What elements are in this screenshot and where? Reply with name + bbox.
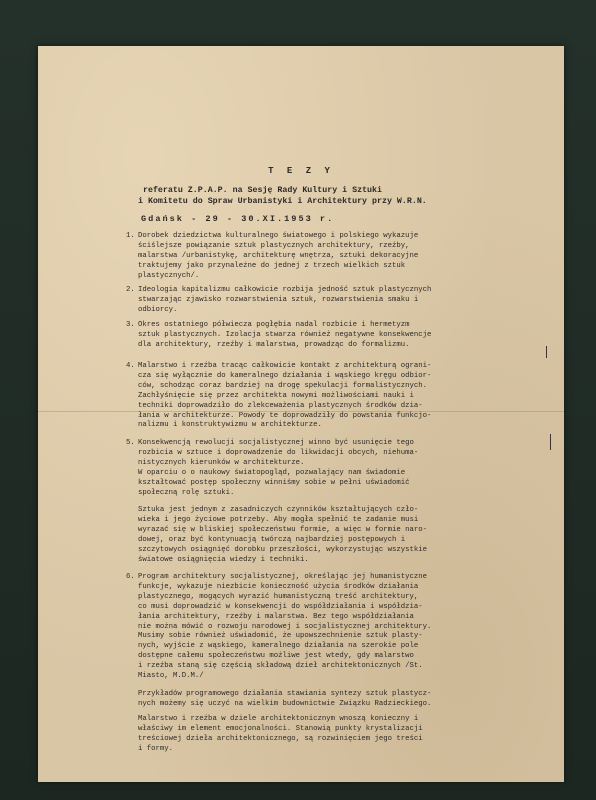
text-line: sztuk plastycznych. Izolacja stwarza również negatywne konsekwencje <box>138 330 432 339</box>
text-line: Zachłyśnięcie się przez architekta nowymi możliwościami nauki i <box>138 391 414 400</box>
text-line: nych, wyjście z wąskiego, kameralnego działania na szerokie pole <box>138 642 419 651</box>
text-line: treściowej dzieła architektonicznego, są rozwinięciem jego treści <box>138 734 423 743</box>
thesis-4 <box>126 362 432 431</box>
text-line: kształtować postęp społeczny winniśmy sobie w pełni uświadomić <box>138 478 410 487</box>
text-line: Sztuka jest jednym z zasadniczych czynników kształtujących czło- <box>138 506 419 514</box>
thesis-number: 3. <box>126 321 135 329</box>
document-title: T E Z Y <box>268 166 334 176</box>
text-line: co musi doprowadzić w konsekwencji do współdziałania i współdzia- <box>138 602 423 611</box>
text-line: łania architektury, rzeźby i malarstwa. Bez tego współdziałania <box>138 612 414 621</box>
thesis-2 <box>126 286 432 316</box>
text-line: plastycznych/. <box>138 271 200 280</box>
text-line: cza się wyłącznie do kameralnego działania i wąskiego kręgu odbior- <box>138 371 432 380</box>
text-line: nalizmu i konstruktywizmu w architekturze. <box>138 421 322 430</box>
text-line: Miasto, M.D.M./ <box>138 672 204 681</box>
margin-mark <box>546 346 547 358</box>
thesis-1 <box>126 232 419 282</box>
text-line: wieka i jego życiowe potrzeby. Aby mogła spełnić te zadanie musi <box>138 515 419 524</box>
margin-mark <box>550 434 551 450</box>
text-line: społeczną rolę sztuki. <box>138 488 235 497</box>
text-line: traktujemy jako przynależne do jednej z trzech wielkich sztuk <box>138 261 406 270</box>
text-line: wyrazać się w bliskiej społeczeństwu formie, a więc w formie naro- <box>138 525 428 534</box>
intro-line-2: i Komitetu do Spraw Urbanistyki i Architektury przy W.R.N. <box>138 197 427 206</box>
text-line: Ideologia kapitalizmu całkowicie rozbija jedność sztuk plastycznych <box>138 286 432 294</box>
thesis-6 <box>126 573 432 682</box>
text-line: nych możemy się uczyć na wielkim budownictwie Związku Radzieckiego. <box>138 699 432 708</box>
text-line: ściślejsze powiązanie sztuk plastycznych architektury, rzeźby, <box>138 241 410 250</box>
text-line: Malarstwo i rzeźba w dziele architektonicznym wnoszą konieczny i <box>138 715 419 723</box>
text-line: nie można mówić o rozwoju narodowej i socjalistycznej architektury. <box>138 622 432 631</box>
thesis-3 <box>126 321 432 351</box>
text-line: Dorobek dziedzictwa kulturalnego światowego i polskiego wykazuje <box>138 232 419 240</box>
text-line: Program architektury socjalistycznej, określając jej humanistyczne <box>138 573 428 581</box>
text-line: rozbicia w sztuce i doprowadzenie do likwidacji obcych, niehuma- <box>138 448 419 457</box>
text-line: funkcje, wykazuje niezbicie konieczność użycia środków działania <box>138 582 419 591</box>
text-line: i rzeźba staną się częścią składową dzieł architektonicznych /St. <box>138 662 423 671</box>
thesis-number: 4. <box>126 362 135 370</box>
text-line: szczytowych osiągnięć dorobku przeszłości, wykorzystując wszystkie <box>138 545 428 554</box>
text-line: stwarzając zjawisko rozwarstwienia sztuk, rozwarstwienia smaku i <box>138 295 419 304</box>
text-line: właściwy im element emocjonalności. Stanowią punkty krystalizacji <box>138 724 423 733</box>
text-line: W oparciu o o naukowy światopogląd, pozwalający nam świadomie <box>138 468 406 477</box>
paragraph-examples <box>138 690 431 710</box>
text-line: światowe osiągnięcia wiedzy i techniki. <box>138 555 309 564</box>
text-line: plastycznego, mogących wyrazić humanistyczną treść architektury, <box>138 592 419 601</box>
text-line: dla architektury, rzeźby i malarstwa, prowadząc do formalizmu. <box>138 340 410 349</box>
text-line: i formy. <box>138 744 174 753</box>
thesis-number: 1. <box>126 232 135 240</box>
intro-line-1: referatu Z.P.A.P. na Sesję Rady Kultury i Sztuki <box>143 186 382 195</box>
text-line: nistycznych kierunków w architekturze. <box>138 458 305 467</box>
text-line: dowej, oraz być kontynuacją twórczą najbardziej postępowych i <box>138 535 406 544</box>
paragraph-closing <box>138 715 423 755</box>
text-line: malarstwa /urbanistykę, architekturę wnętrza, sztuki dekoracyjne <box>138 251 419 260</box>
thesis-5 <box>126 439 419 498</box>
thesis-number: 2. <box>126 286 135 294</box>
text-line: techniki doprowadziło do zlekceważenia plastycznych środków dzia- <box>138 401 423 410</box>
thesis-number: 6. <box>126 573 135 581</box>
text-line: ców, schodząc coraz bardziej na drogę spekulacji formalistycznych. <box>138 381 428 390</box>
document-page <box>38 46 564 782</box>
text-line: łania w architekturze. Powody te doprowadziły do powstania funkcjo- <box>138 411 432 420</box>
text-line: Okres ostatniego półwiecza pogłębia nadal rozbicie i hermetyzm <box>138 321 410 329</box>
thesis-number: 5. <box>126 439 135 447</box>
text-line: Malarstwo i rzeźba tracąc całkowicie kontakt z architekturą ograni- <box>138 362 432 370</box>
paragraph-art <box>138 506 427 565</box>
text-line: dostępne całemu społeczeństwu możliwe jest wtedy, gdy malarstwo <box>138 652 414 661</box>
text-line: Konsekwencją rewolucji socjalistycznej winno być usunięcie tego <box>138 439 414 447</box>
date-line: Gdańsk - 29 - 30.XI.1953 r. <box>141 214 335 224</box>
text-line: Musimy sobie również uświadomić, że upowszechnienie sztuk plasty- <box>138 632 423 641</box>
text-line: Przykładów programowego działania stawiania syntezy sztuk plastycz- <box>138 690 432 698</box>
text-line: odbiorcy. <box>138 305 178 314</box>
